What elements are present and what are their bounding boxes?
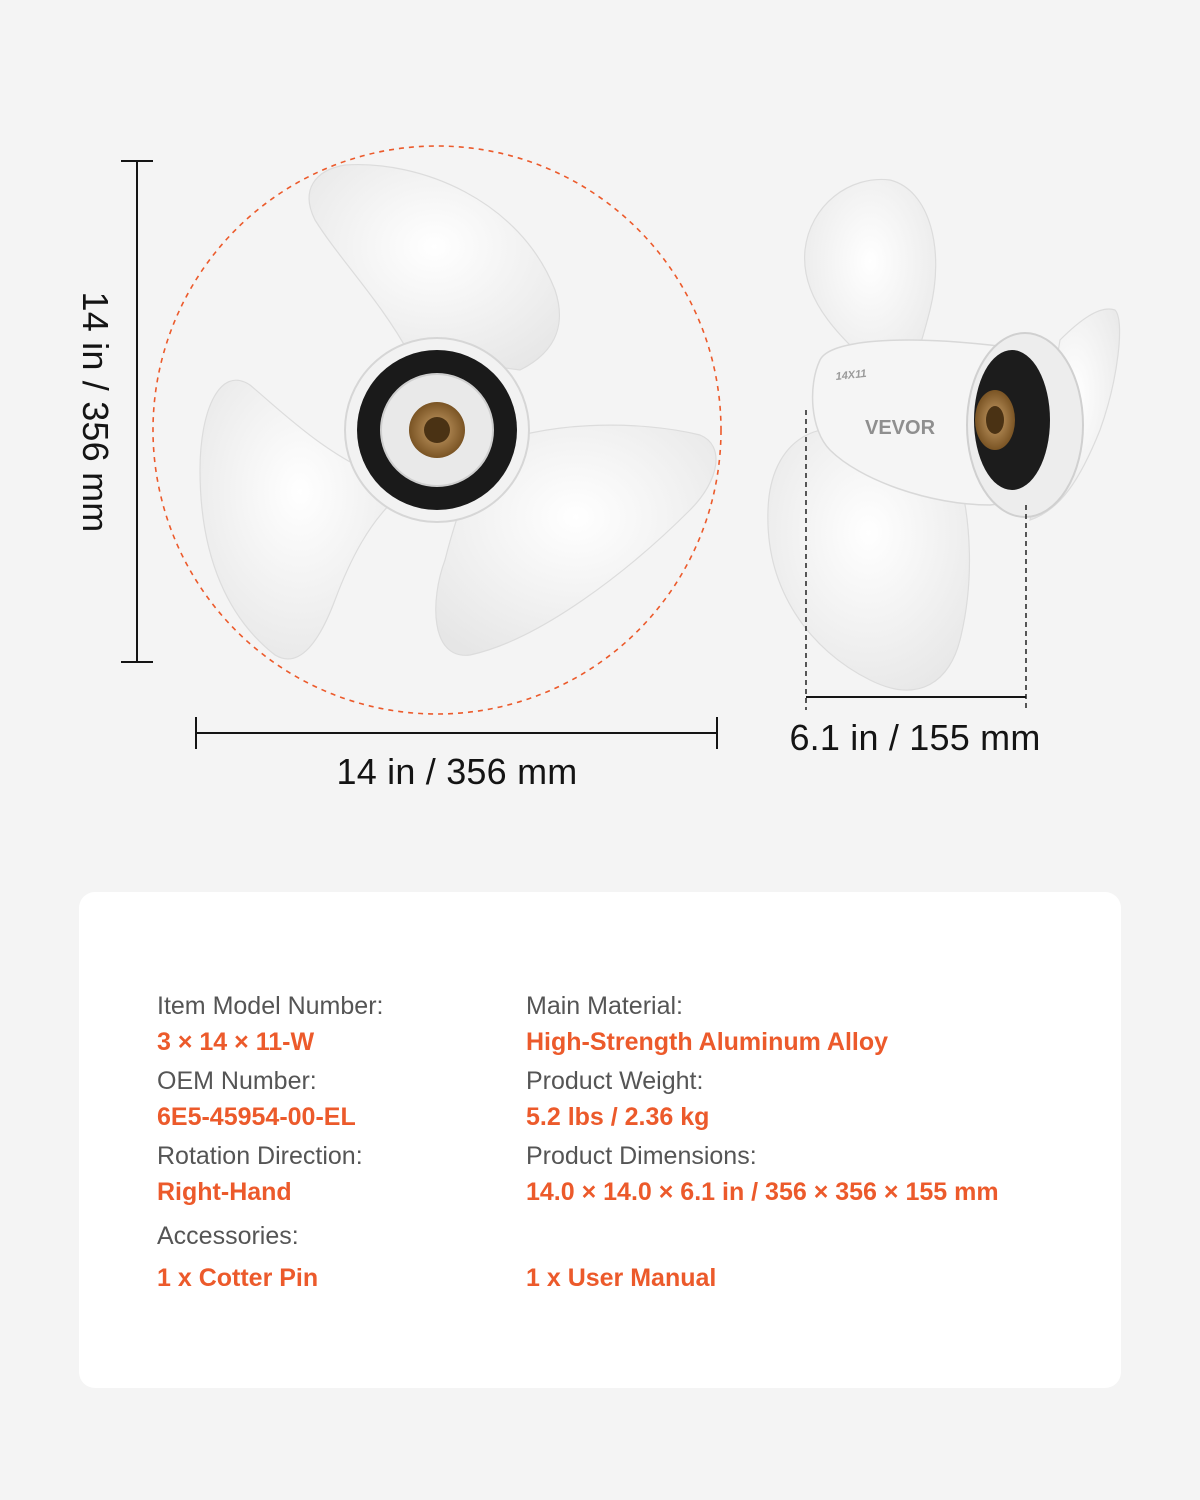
spec-oem-label: OEM Number: xyxy=(157,1067,317,1095)
spec-dimensions-label: Product Dimensions: xyxy=(526,1142,757,1170)
spec-weight xyxy=(526,1065,709,1133)
spec-accessories-label: Accessories: xyxy=(157,1222,299,1250)
spec-weight-value: 5.2 lbs / 2.36 kg xyxy=(526,1103,710,1131)
height-dimension-label: 14 in / 356 mm xyxy=(75,291,116,533)
spec-dimensions xyxy=(526,1140,999,1208)
spec-oem xyxy=(157,1065,356,1133)
spec-card xyxy=(79,892,1121,1388)
size-stamp-text: 14X11 xyxy=(835,367,868,383)
spec-rotation-label: Rotation Direction: xyxy=(157,1142,363,1170)
spec-oem-value: 6E5-45954-00-EL xyxy=(157,1103,356,1131)
spec-model xyxy=(157,990,383,1058)
propeller-side-view xyxy=(768,179,1120,710)
brand-logo-text: VEVOR xyxy=(865,417,936,439)
spec-rotation-value: Right-Hand xyxy=(157,1178,292,1206)
spec-material xyxy=(526,990,888,1058)
width-dimension-label: 14 in / 356 mm xyxy=(336,751,578,792)
spec-material-label: Main Material: xyxy=(526,992,683,1020)
spline-hole xyxy=(424,417,450,443)
spec-manual xyxy=(526,1258,716,1294)
propeller-front-view xyxy=(121,146,721,749)
spec-model-value: 3 × 14 × 11-W xyxy=(157,1028,315,1056)
spec-accessories-value: 1 x Cotter Pin xyxy=(157,1264,319,1292)
spec-model-label: Item Model Number: xyxy=(157,992,384,1020)
spec-accessories xyxy=(157,1220,318,1294)
spec-manual-value: 1 x User Manual xyxy=(526,1264,717,1292)
spec-dimensions-value: 14.0 × 14.0 × 6.1 in / 356 × 356 × 155 mm xyxy=(526,1178,999,1206)
spec-rotation xyxy=(157,1140,363,1208)
depth-dimension-label: 6.1 in / 155 mm xyxy=(789,717,1041,758)
spec-weight-label: Product Weight: xyxy=(526,1067,704,1095)
spec-material-value: High-Strength Aluminum Alloy xyxy=(526,1028,889,1056)
